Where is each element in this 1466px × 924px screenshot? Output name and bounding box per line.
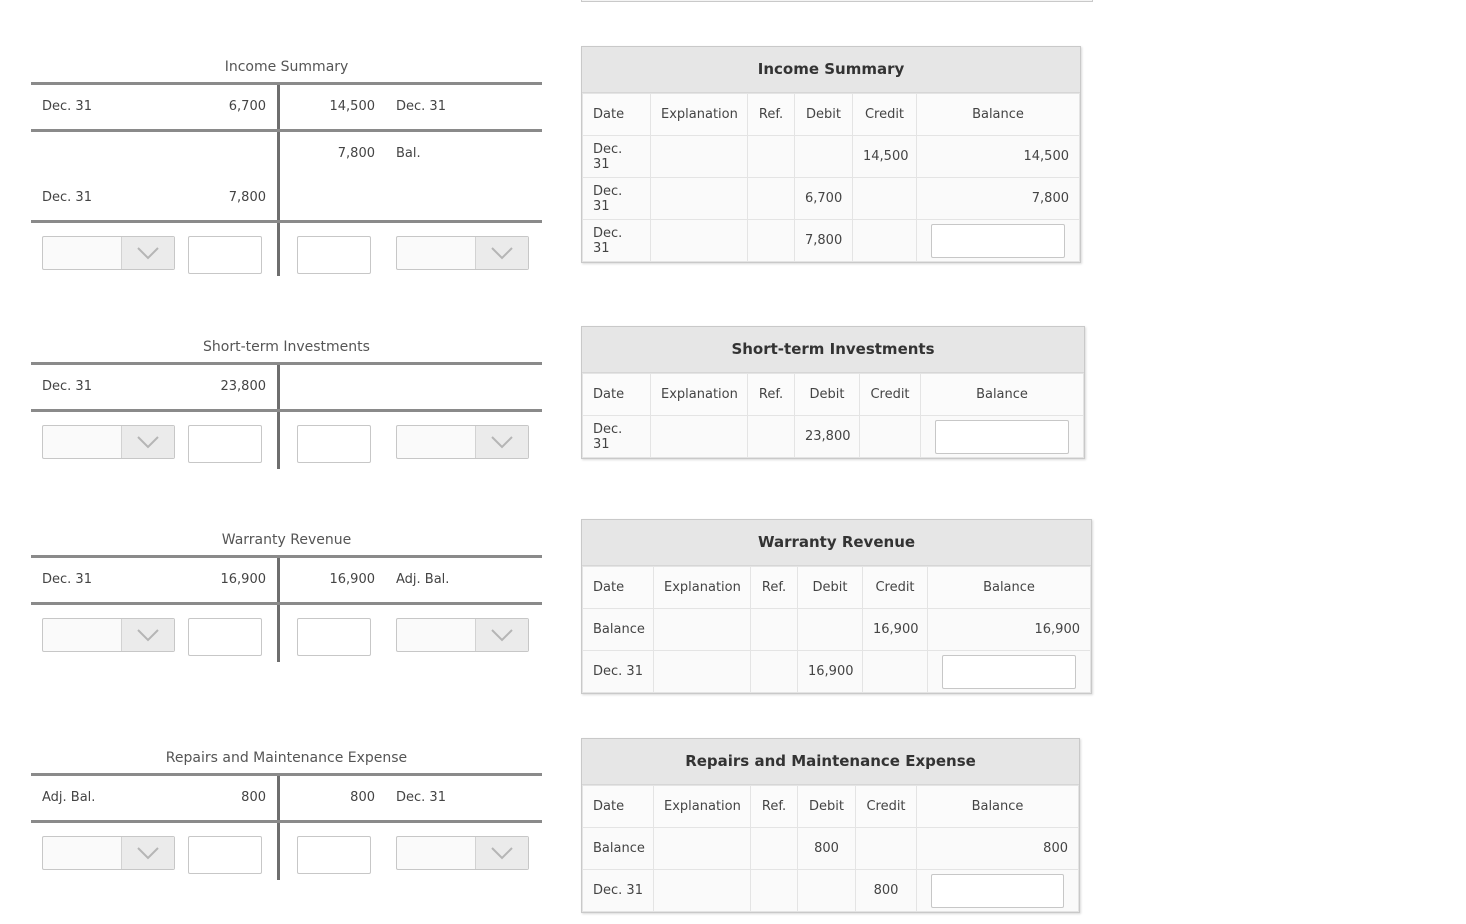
row-credit: 16,900 [863, 609, 928, 651]
t-account-input-row [31, 605, 542, 665]
chevron-down-icon[interactable] [475, 837, 528, 869]
row-ref [748, 136, 795, 178]
ledger-short-term-investments [581, 326, 1085, 459]
credit-date: Dec. 31 [396, 790, 446, 805]
ledger-warranty-revenue [581, 519, 1092, 694]
row-date: Balance [583, 609, 654, 651]
debit-date: Dec. 31 [42, 572, 92, 587]
row-ref [748, 220, 795, 262]
ledger-header-row [583, 786, 1079, 828]
t-account-title: Warranty Revenue [221, 532, 352, 548]
col-header-debit: Debit [795, 374, 860, 416]
row-balance: 16,900 [928, 609, 1091, 651]
ledger-row [583, 870, 1079, 912]
debit-amount: 23,800 [220, 379, 266, 394]
t-account-warranty-revenue [31, 529, 542, 665]
ledger-row [583, 220, 1080, 262]
row-credit [856, 828, 917, 870]
chevron-down-icon[interactable] [121, 426, 174, 458]
row-explanation [654, 651, 751, 693]
col-header-credit: Credit [863, 567, 928, 609]
row-credit: 14,500 [853, 136, 917, 178]
row-balance-cell [928, 651, 1091, 693]
t-account-body [31, 362, 542, 472]
debit-amount: 7,800 [228, 190, 266, 205]
previous-ledger-bottom-edge [581, 0, 1093, 2]
col-header-balance: Balance [917, 786, 1079, 828]
row-ref [748, 416, 795, 458]
ledger-header-row [583, 374, 1084, 416]
row-credit [853, 220, 917, 262]
t-account-title: Income Summary [224, 59, 349, 75]
row-ref [751, 828, 798, 870]
row-debit: 7,800 [795, 220, 853, 262]
row-date: Balance [583, 828, 654, 870]
row-balance-cell [917, 220, 1080, 262]
debit-date: Adj. Bal. [42, 790, 96, 805]
chevron-down-icon[interactable] [121, 237, 174, 269]
debit-amount-input[interactable] [188, 836, 262, 874]
row-explanation [654, 609, 751, 651]
t-account-income-summary [31, 56, 542, 283]
credit-date: Dec. 31 [396, 99, 446, 114]
ledger-title: Warranty Revenue [582, 520, 1091, 566]
ledger-table [582, 93, 1080, 262]
ledger-header-row [583, 94, 1080, 136]
t-account-row [31, 365, 542, 412]
t-account-row [31, 176, 542, 223]
credit-amount-input[interactable] [297, 425, 371, 463]
credit-amount [280, 365, 375, 409]
ledger-table [582, 566, 1091, 693]
ledger-income-summary [581, 46, 1081, 263]
credit-date: Adj. Bal. [396, 572, 450, 587]
chevron-down-icon[interactable] [475, 426, 528, 458]
row-ref [748, 178, 795, 220]
credit-amount: 7,800 [337, 146, 375, 161]
row-date: Dec. 31 [583, 220, 651, 262]
row-explanation [651, 416, 748, 458]
col-header-explanation: Explanation [654, 567, 751, 609]
col-header-date: Date [583, 786, 654, 828]
col-header-debit: Debit [798, 786, 856, 828]
debit-date-dropdown[interactable] [42, 425, 175, 459]
row-debit: 800 [798, 828, 856, 870]
balance-input[interactable] [942, 655, 1076, 689]
credit-amount-input[interactable] [297, 618, 371, 656]
col-header-explanation: Explanation [654, 786, 751, 828]
ledger-title: Short-term Investments [582, 327, 1084, 373]
ledger-title: Repairs and Maintenance Expense [582, 739, 1079, 785]
col-header-ref: Ref. [748, 94, 795, 136]
chevron-down-icon[interactable] [121, 837, 174, 869]
debit-amount-input[interactable] [188, 425, 262, 463]
col-header-explanation: Explanation [651, 94, 748, 136]
t-account-repairs-maintenance-expense [31, 747, 542, 883]
row-debit: 23,800 [795, 416, 860, 458]
chevron-down-icon[interactable] [121, 619, 174, 651]
row-credit: 800 [856, 870, 917, 912]
row-date: Dec. 31 [583, 136, 651, 178]
col-header-date: Date [583, 567, 654, 609]
row-date: Dec. 31 [583, 178, 651, 220]
row-balance: 7,800 [917, 178, 1080, 220]
ledger-repairs-maintenance-expense [581, 738, 1080, 913]
col-header-date: Date [583, 94, 651, 136]
credit-amount [280, 176, 375, 220]
t-account-input-row [31, 823, 542, 883]
row-ref [751, 609, 798, 651]
debit-amount: 6,700 [228, 99, 266, 114]
credit-date-dropdown[interactable] [396, 236, 529, 270]
t-account-body [31, 82, 542, 283]
debit-amount: 800 [241, 790, 266, 805]
credit-date-dropdown[interactable] [396, 618, 529, 652]
debit-date-dropdown[interactable] [42, 836, 175, 870]
col-header-credit: Credit [853, 94, 917, 136]
row-ref [751, 651, 798, 693]
ledger-table [582, 373, 1084, 458]
row-balance-cell [921, 416, 1084, 458]
row-explanation [651, 136, 748, 178]
t-account-row [31, 558, 542, 605]
row-credit [863, 651, 928, 693]
debit-date: Dec. 31 [42, 190, 92, 205]
col-header-debit: Debit [798, 567, 863, 609]
ledger-row [583, 416, 1084, 458]
t-account-input-row [31, 412, 542, 472]
row-debit: 6,700 [795, 178, 853, 220]
row-explanation [654, 828, 751, 870]
col-header-balance: Balance [928, 567, 1091, 609]
debit-date-dropdown[interactable] [42, 236, 175, 270]
row-date: Dec. 31 [583, 651, 654, 693]
credit-date-dropdown[interactable] [396, 836, 529, 870]
balance-input[interactable] [935, 420, 1069, 454]
balance-input[interactable] [931, 224, 1065, 258]
ledger-table [582, 785, 1079, 912]
col-header-explanation: Explanation [651, 374, 748, 416]
t-account-body [31, 555, 542, 665]
col-header-debit: Debit [795, 94, 853, 136]
row-balance-cell [917, 870, 1079, 912]
t-account-row [31, 776, 542, 823]
row-credit [860, 416, 921, 458]
row-balance: 800 [917, 828, 1079, 870]
col-header-credit: Credit [860, 374, 921, 416]
credit-amount: 800 [350, 790, 375, 805]
row-balance: 14,500 [917, 136, 1080, 178]
col-header-date: Date [583, 374, 651, 416]
row-debit: 16,900 [798, 651, 863, 693]
row-date: Dec. 31 [583, 416, 651, 458]
row-date: Dec. 31 [583, 870, 654, 912]
t-account-title: Repairs and Maintenance Expense [165, 750, 408, 766]
ledger-row [583, 651, 1091, 693]
row-explanation [651, 178, 748, 220]
ledger-row [583, 828, 1079, 870]
row-debit [798, 870, 856, 912]
t-account-body [31, 773, 542, 883]
debit-amount-input[interactable] [188, 236, 262, 274]
col-header-credit: Credit [856, 786, 917, 828]
debit-amount: 16,900 [220, 572, 266, 587]
row-credit [853, 178, 917, 220]
balance-input[interactable] [931, 874, 1064, 908]
col-header-ref: Ref. [751, 786, 798, 828]
row-debit [795, 136, 853, 178]
ledger-row [583, 178, 1080, 220]
ledger-title: Income Summary [582, 47, 1080, 93]
col-header-ref: Ref. [748, 374, 795, 416]
credit-amount: 14,500 [329, 99, 375, 114]
credit-amount-input[interactable] [297, 836, 371, 874]
debit-date: Dec. 31 [42, 379, 92, 394]
credit-amount-input[interactable] [297, 236, 371, 274]
credit-date-dropdown[interactable] [396, 425, 529, 459]
row-explanation [654, 870, 751, 912]
ledger-header-row [583, 567, 1091, 609]
debit-date-dropdown[interactable] [42, 618, 175, 652]
t-account-row [31, 132, 542, 176]
chevron-down-icon[interactable] [475, 237, 528, 269]
ledger-row [583, 136, 1080, 178]
col-header-balance: Balance [921, 374, 1084, 416]
row-debit [798, 609, 863, 651]
credit-amount: 16,900 [329, 572, 375, 587]
row-ref [751, 870, 798, 912]
col-header-ref: Ref. [751, 567, 798, 609]
ledger-row [583, 609, 1091, 651]
credit-date: Bal. [396, 146, 421, 161]
chevron-down-icon[interactable] [475, 619, 528, 651]
debit-amount-input[interactable] [188, 618, 262, 656]
row-explanation [651, 220, 748, 262]
t-account-title: Short-term Investments [203, 339, 370, 355]
t-account-input-row [31, 223, 542, 283]
col-header-balance: Balance [917, 94, 1080, 136]
debit-date: Dec. 31 [42, 99, 92, 114]
t-account-row [31, 85, 542, 132]
t-account-short-term-investments [31, 336, 542, 472]
